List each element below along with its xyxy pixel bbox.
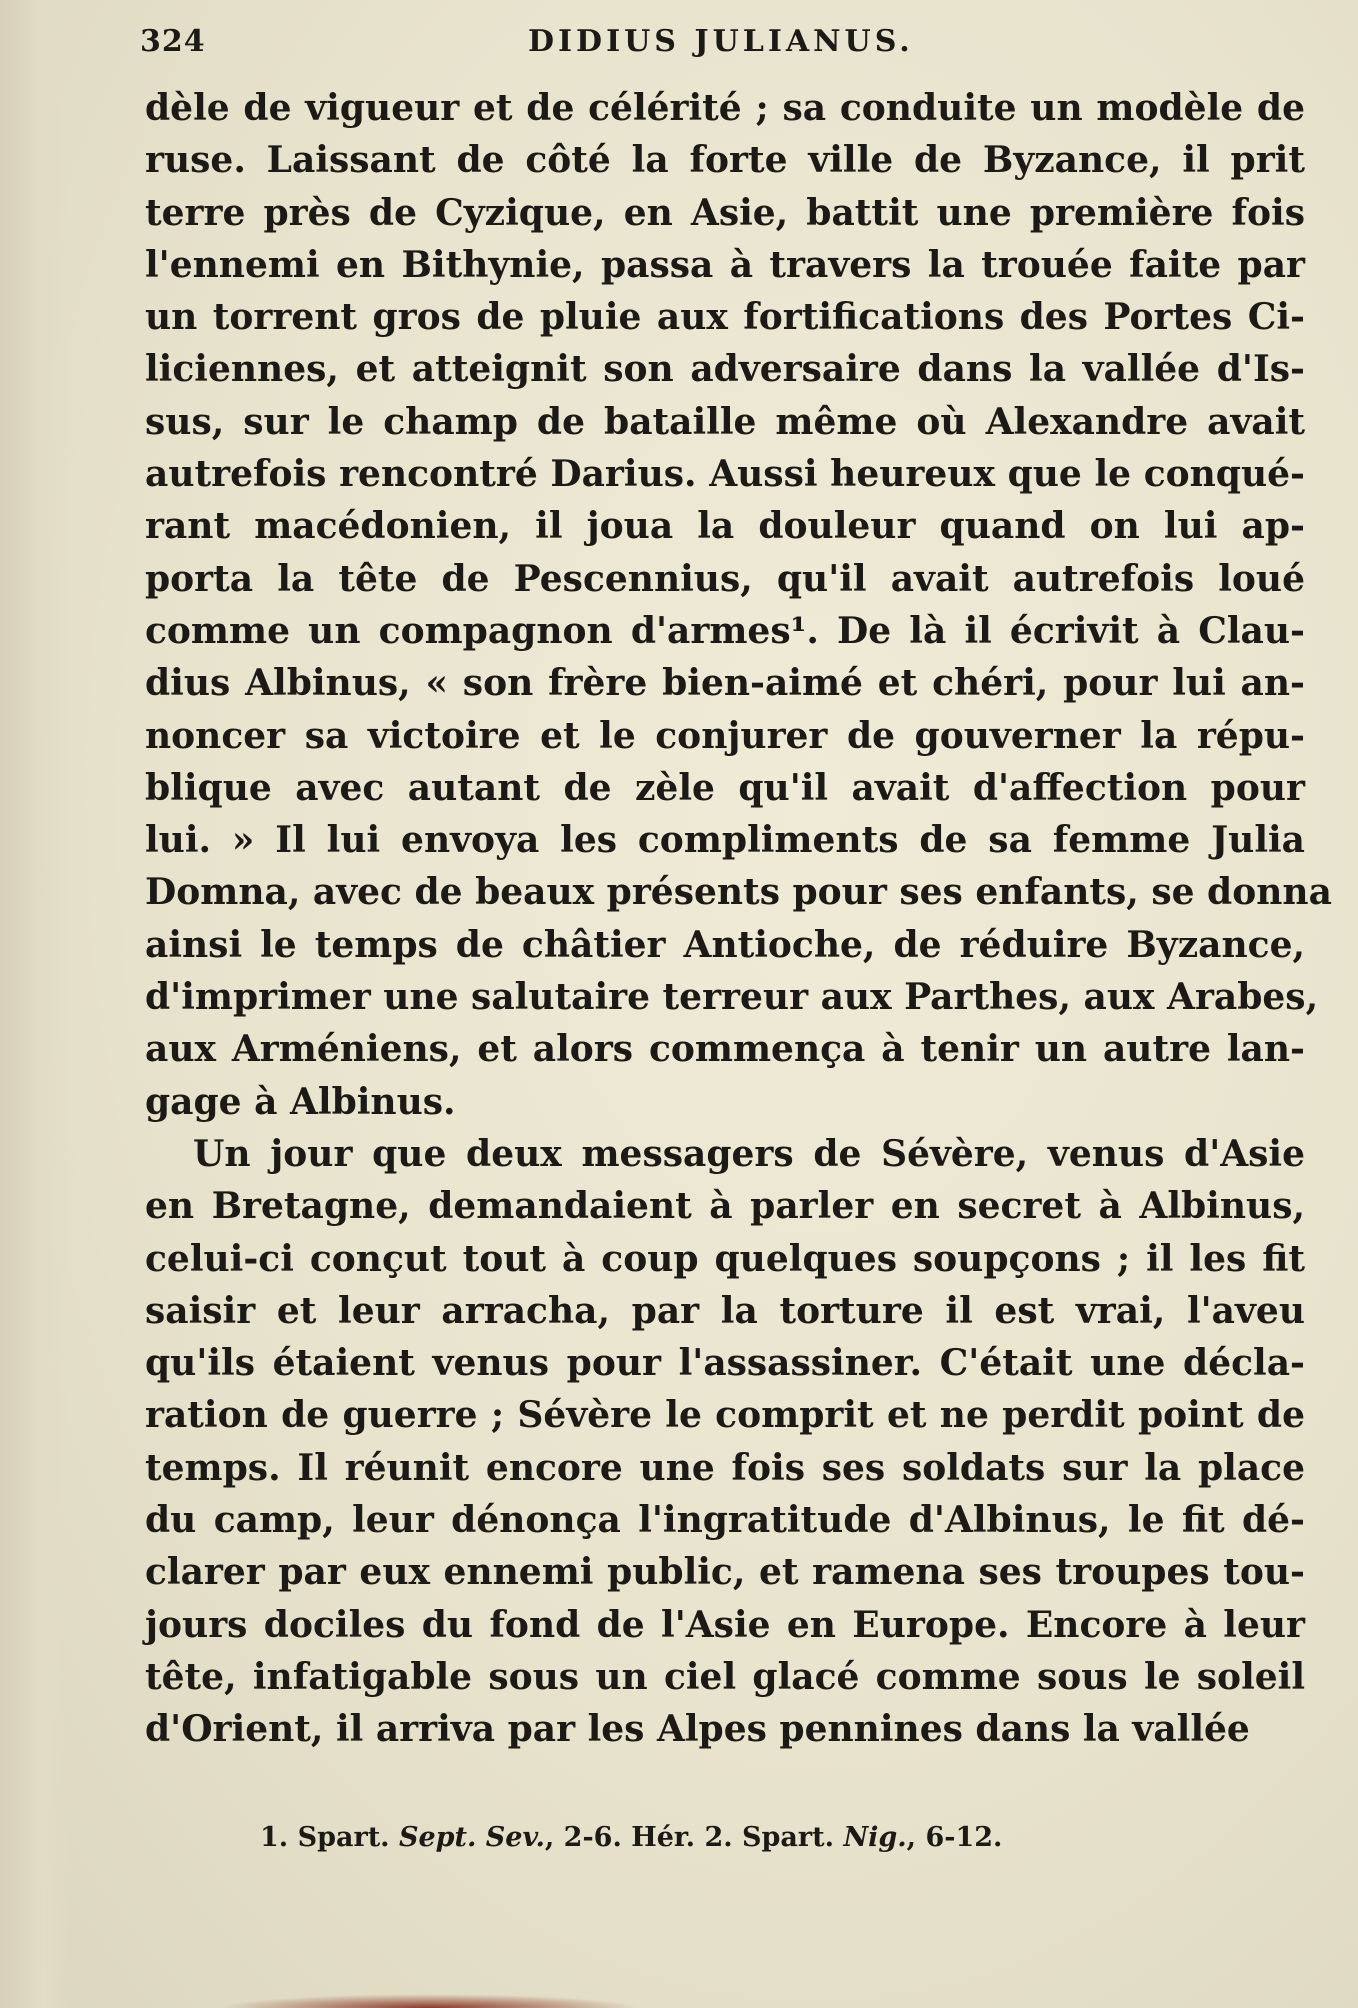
text-line: un torrent gros de pluie aux fortifications des Portes Ci- <box>145 296 1305 339</box>
body-text <box>145 82 1332 1756</box>
text-line: ruse. Laissant de côté la forte ville de Byzance, il prit <box>145 139 1305 182</box>
text-line: rant macédonien, il joua la douleur quand on lui ap- <box>145 505 1305 548</box>
text-line: jours dociles du fond de l'Asie en Europe. Encore à leur <box>145 1603 1305 1646</box>
running-title: DIDIUS JULIANUS. <box>528 24 914 59</box>
text-line: porta la tête de Pescennius, qu'il avait autrefois loué <box>145 557 1305 600</box>
text-line: gage à Albinus. <box>145 1080 456 1123</box>
text-line: tête, infatigable sous un ciel glacé comme sous le soleil <box>145 1655 1305 1698</box>
page-binding-edge <box>0 0 70 2008</box>
text-line: Domna, avec de beaux présents pour ses enfants, se donna <box>145 871 1332 914</box>
text-line: sus, sur le champ de bataille même où Alexandre avait <box>145 400 1305 443</box>
footnote-part-2: , 2-6. Hér. 2. Spart. <box>544 1822 835 1853</box>
text-line: clarer par eux ennemi public, et ramena ses troupes tou- <box>145 1551 1305 1594</box>
footnote-part-3: , 6-12. <box>906 1822 1003 1853</box>
text-line: noncer sa victoire et le conjurer de gouverner la répu- <box>145 714 1305 757</box>
text-line: terre près de Cyzique, en Asie, battit une première fois <box>145 191 1305 234</box>
text-line: temps. Il réunit encore une fois ses soldats sur la place <box>145 1446 1305 1489</box>
text-line: d'Orient, il arriva par les Alpes pennines dans la vallée <box>145 1708 1250 1751</box>
text-line: ainsi le temps de châtier Antioche, de réduire Byzance, <box>145 923 1305 966</box>
text-line: l'ennemi en Bithynie, passa à travers la trouée faite par <box>145 243 1305 286</box>
page-number: 324 <box>140 24 206 59</box>
text-line: liciennes, et atteignit son adversaire dans la vallée d'Is- <box>145 348 1305 391</box>
text-line: du camp, leur dénonça l'ingratitude d'Albinus, le fit dé- <box>145 1499 1305 1542</box>
footnote-title-2: Nig. <box>843 1822 907 1853</box>
text-line: celui-ci conçut tout à coup quelques soupçons ; il les fit <box>145 1237 1305 1280</box>
text-line: dèle de vigueur et de célérité ; sa conduite un modèle de <box>145 87 1305 129</box>
text-line: blique avec autant de zèle qu'il avait d'affection pour <box>145 766 1305 809</box>
footnote-title-1: Sept. Sev. <box>398 1822 545 1853</box>
text-line: ration de guerre ; Sévère le comprit et ne perdit point de <box>145 1394 1305 1437</box>
text-line: en Bretagne, demandaient à parler en secret à Albinus, <box>145 1185 1305 1228</box>
footnote <box>260 1822 1002 1853</box>
text-line: aux Arméniens, et alors commença à tenir un autre lan- <box>145 1028 1305 1071</box>
text-line: lui. » Il lui envoya les compliments de sa femme Julia <box>145 819 1305 862</box>
text-line: comme un compagnon d'armes¹. De là il écrivit à Clau- <box>145 609 1305 652</box>
text-line: saisir et leur arracha, par la torture il est vrai, l'aveu <box>145 1289 1305 1332</box>
footnote-number: 1. <box>260 1822 289 1853</box>
text-line: autrefois rencontré Darius. Aussi heureux que le conqué- <box>145 453 1305 496</box>
text-line: Un jour que deux messagers de Sévère, venus d'Asie <box>193 1132 1305 1175</box>
text-line: dius Albinus, « son frère bien-aimé et chéri, pour lui an- <box>145 662 1305 705</box>
book-cover-edge <box>220 1994 640 2008</box>
text-line: qu'ils étaient venus pour l'assassiner. C'était une décla- <box>145 1342 1305 1385</box>
footnote-part-1: Spart. <box>297 1822 390 1853</box>
text-line: d'imprimer une salutaire terreur aux Parthes, aux Arabes, <box>145 976 1319 1019</box>
page-header <box>138 22 1318 66</box>
